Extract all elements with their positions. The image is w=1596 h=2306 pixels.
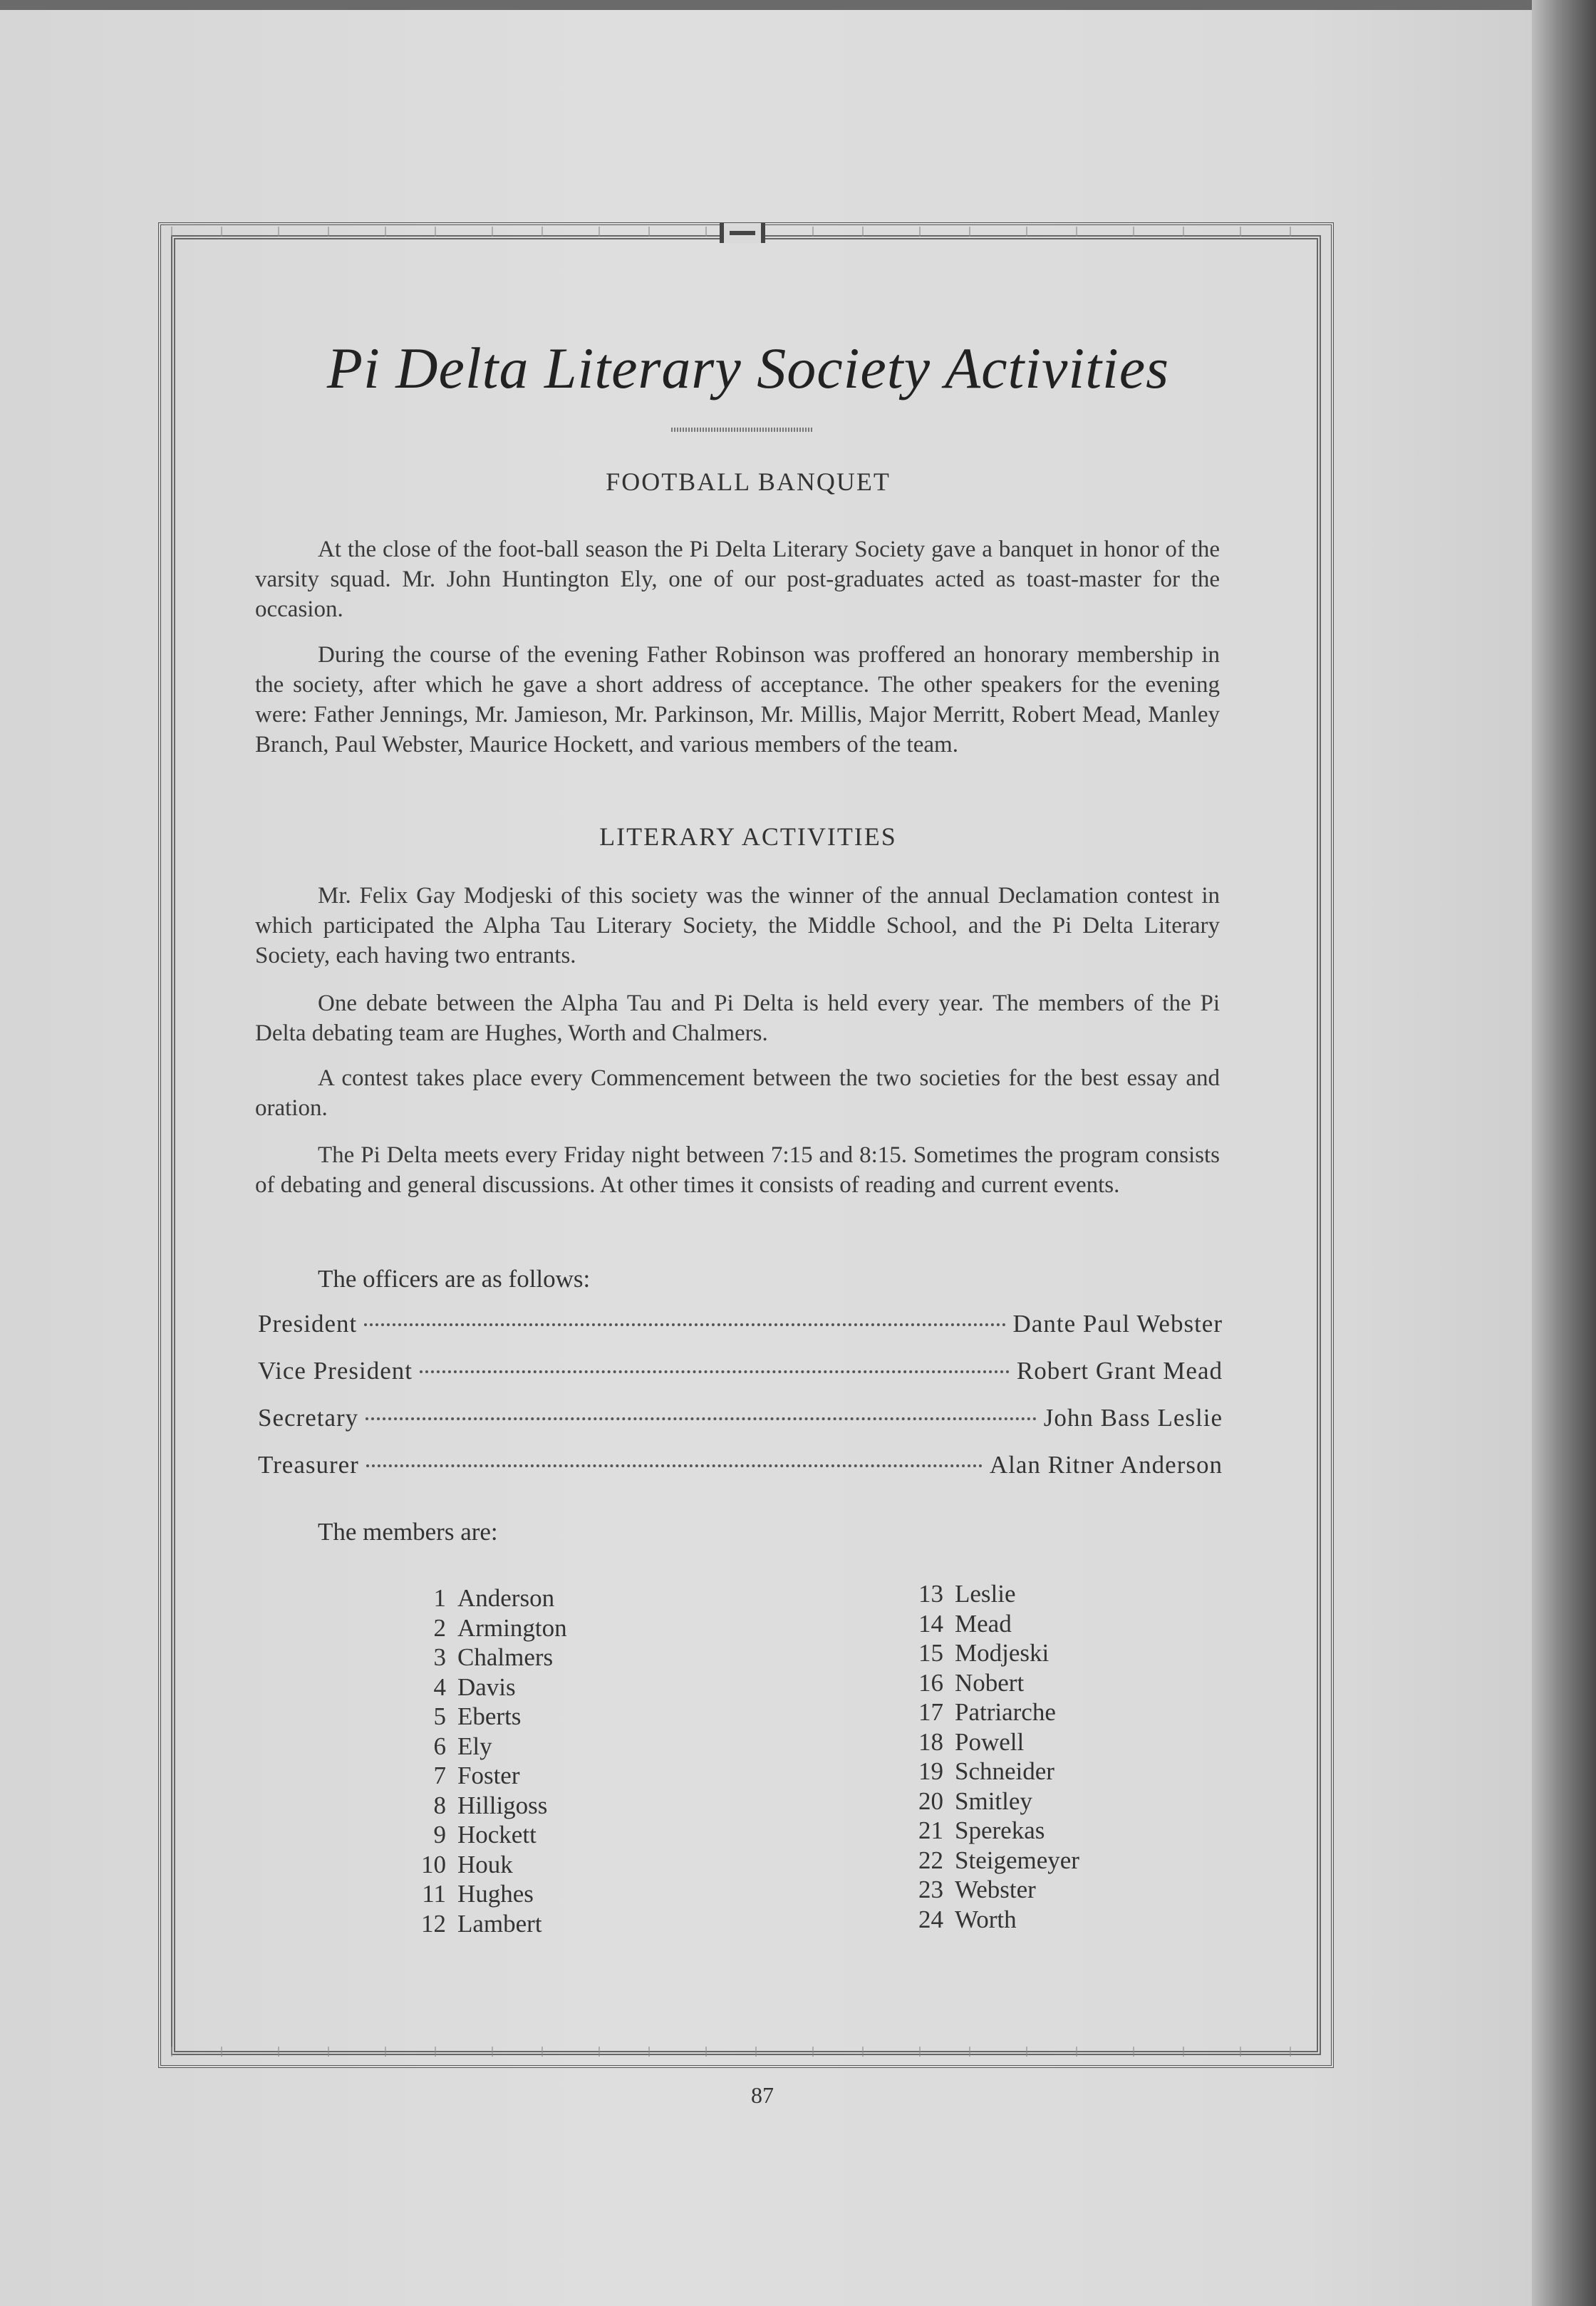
border-monogram-ornament (720, 223, 765, 243)
officer-row (258, 1310, 1223, 1341)
list-item: 5 Eberts (433, 1702, 522, 1730)
list-item: 24 Worth (918, 1905, 1017, 1933)
list-item: 1 Anderson (433, 1584, 555, 1612)
literary-paragraph-1: Mr. Felix Gay Modjeski of this society was the winner of the annual Declamation contest in which participated the Alpha Tau Literary Society, the Middle School, and the Pi Delta Literary Society, each having two entrants. (255, 883, 1220, 968)
list-item: 6 Ely (433, 1732, 492, 1760)
list-item: 20 Smitley (918, 1787, 1032, 1815)
page-title: Pi Delta Literary Society Activities (326, 336, 1170, 400)
list-item: 9 Hockett (433, 1821, 537, 1849)
list-item: 22 Steigemeyer (918, 1846, 1079, 1874)
list-item: 16 Nobert (918, 1668, 1025, 1697)
list-item: 15 Modjeski (918, 1639, 1050, 1667)
literary-paragraph-4: The Pi Delta meets every Friday night between 7:15 and 8:15. Sometimes the program consists of debating and general discussions. At other times it consists of reading and current events. (255, 1142, 1220, 1198)
dot-leader (366, 1464, 983, 1467)
officer-row (258, 1451, 1223, 1482)
officers-intro: The officers are as follows: (318, 1265, 591, 1293)
section-heading-literary: LITERARY ACTIVITIES (599, 822, 897, 851)
officer-name: Dante Paul Webster (1012, 1310, 1223, 1338)
literary-paragraph-2: One debate between the Alpha Tau and Pi Delta is held every year. The members of the Pi Delta debating team are Hughes, Worth and Chalmers. (255, 991, 1220, 1046)
officer-role: Treasurer (258, 1451, 359, 1479)
list-item: 21 Sperekas (918, 1816, 1045, 1844)
list-item: 11 Hughes (422, 1880, 534, 1908)
officer-role: Vice President (258, 1357, 413, 1385)
officer-name: Alan Ritner Anderson (989, 1451, 1223, 1479)
section-heading-football: FOOTBALL BANQUET (606, 467, 891, 496)
list-item: 19 Schneider (918, 1757, 1054, 1785)
list-item: 7 Foster (433, 1762, 520, 1789)
border-band-bottom (171, 2047, 1321, 2057)
list-item: 8 Hilligoss (433, 1791, 548, 1819)
dot-leader (364, 1323, 1005, 1326)
page-number: 87 (751, 2082, 774, 2108)
list-item: 3 Chalmers (433, 1643, 554, 1671)
officer-row (258, 1404, 1223, 1435)
list-item: 4 Davis (433, 1672, 516, 1701)
members-list-left (406, 1583, 567, 1938)
officer-name: John Bass Leslie (1043, 1404, 1223, 1432)
list-item: 14 Mead (918, 1609, 1012, 1638)
list-item: 23 Webster (918, 1876, 1036, 1903)
book-binding-edge (1532, 0, 1596, 2306)
officer-name: Robert Grant Mead (1016, 1357, 1223, 1385)
football-paragraph-1: At the close of the foot-ball season the Pi Delta Literary Society gave a banquet in honor of the varsity squad. Mr. John Huntington Ely, one of our post-graduates acted as toast-master for the occasion. (255, 537, 1220, 622)
list-item: 12 Lambert (421, 1909, 542, 1938)
officer-row (258, 1357, 1223, 1388)
literary-paragraph-3: A contest takes place every Commencement between the two societies for the best essay and oration. (255, 1065, 1220, 1121)
title-underline-ornament (671, 428, 814, 432)
members-intro: The members are: (318, 1518, 498, 1546)
officer-role: President (258, 1310, 358, 1338)
list-item: 17 Patriarche (918, 1698, 1056, 1726)
football-paragraph-2: During the course of the evening Father Robinson was proffered an honorary membership in the society, after which he gave a short address of acceptance. The other speakers for the evening were: Father Jennings, Mr. Jamieson, Mr. Parkinson, Mr. Millis, Major Merritt, Robert Mead, Manley Branch, Paul Webster, Maurice Hockett, and various members of the team. (255, 642, 1220, 758)
list-item: 13 Leslie (918, 1580, 1016, 1608)
list-item: 18 Powell (918, 1727, 1025, 1756)
officer-role: Secretary (258, 1404, 359, 1432)
list-item: 10 Houk (421, 1850, 513, 1878)
list-item: 2 Armington (433, 1613, 567, 1642)
dot-leader (366, 1417, 1037, 1420)
dot-leader (420, 1370, 1010, 1373)
members-list-right (903, 1579, 1079, 1934)
